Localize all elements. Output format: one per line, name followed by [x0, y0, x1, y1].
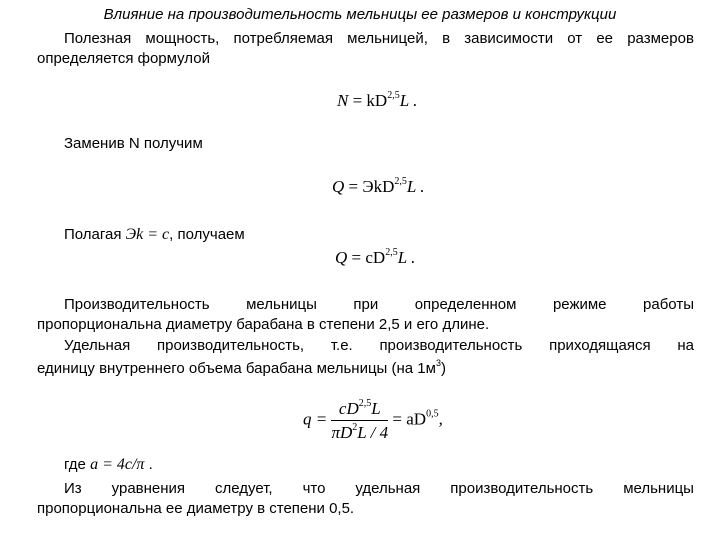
word: мельницы [246, 296, 317, 313]
page-title: Влияние на производительность мельницы ее размеров и конструкции [103, 6, 617, 23]
word: в [442, 30, 451, 47]
paragraph-1-line-1 [64, 30, 694, 47]
word: мельницы [623, 480, 694, 497]
word: мощность, [145, 30, 220, 47]
paragraph-4-line-2: пропорциональна диаметру барабана в степени 2,5 и его длине. [37, 316, 490, 333]
word: производительность [450, 480, 594, 497]
formula-productivity-1: Q = ЭkD$^{2,5}$L . [332, 176, 425, 196]
word: следует, [215, 480, 273, 497]
word: Из [64, 480, 82, 497]
formula-productivity-2: Q = cD$^{2,5}$L . [335, 247, 416, 267]
word: работы [643, 296, 694, 313]
word: потребляемая [233, 30, 333, 47]
paragraph-7-line-2: пропорциональна ее диаметру в степени 0,5. [37, 500, 355, 517]
paragraph-3: Полагая Эk = c, получаем [64, 226, 245, 243]
paragraph-5-line-1 [64, 337, 694, 354]
formula-specific-productivity: q = $\frac{cD^{2,5}L}{\pi D^2L / 4}$ = aD$^{0,5}$, [303, 398, 443, 442]
word: уравнения [111, 480, 186, 497]
word: зависимости [464, 30, 554, 47]
paragraph-5-line-2: единицу внутреннего объема барабана мельницы (на $1м^3$) [37, 358, 446, 377]
fraction: $\frac{cD^{2,5}L}{\pi D^2L / 4}$ [331, 398, 389, 442]
paragraph-7-line-1 [64, 480, 694, 497]
paragraph-4-line-1 [64, 296, 694, 313]
word: режиме [552, 296, 607, 313]
word: т.е. [330, 337, 353, 354]
word: определенном [414, 296, 517, 313]
paragraph-6: где a = 4c/π . [64, 456, 153, 473]
word: мельницей, [347, 30, 428, 47]
word: Полезная [64, 30, 132, 47]
word: Производительность [64, 296, 210, 313]
word: ее [596, 30, 614, 47]
word: на [677, 337, 694, 354]
word: приходящаяся [549, 337, 651, 354]
word: при [353, 296, 379, 313]
paragraph-2: Заменив N получим [64, 135, 203, 152]
word: от [567, 30, 583, 47]
formula-power: N = kD$^{2,5}$L . [337, 90, 418, 110]
word: производительность [379, 337, 523, 354]
word: что [302, 480, 326, 497]
word: удельная [355, 480, 421, 497]
paragraph-1-line-2: определяется формулой [37, 50, 210, 67]
word: Удельная [64, 337, 131, 354]
word: производительность, [157, 337, 305, 354]
word: размеров [627, 30, 694, 47]
